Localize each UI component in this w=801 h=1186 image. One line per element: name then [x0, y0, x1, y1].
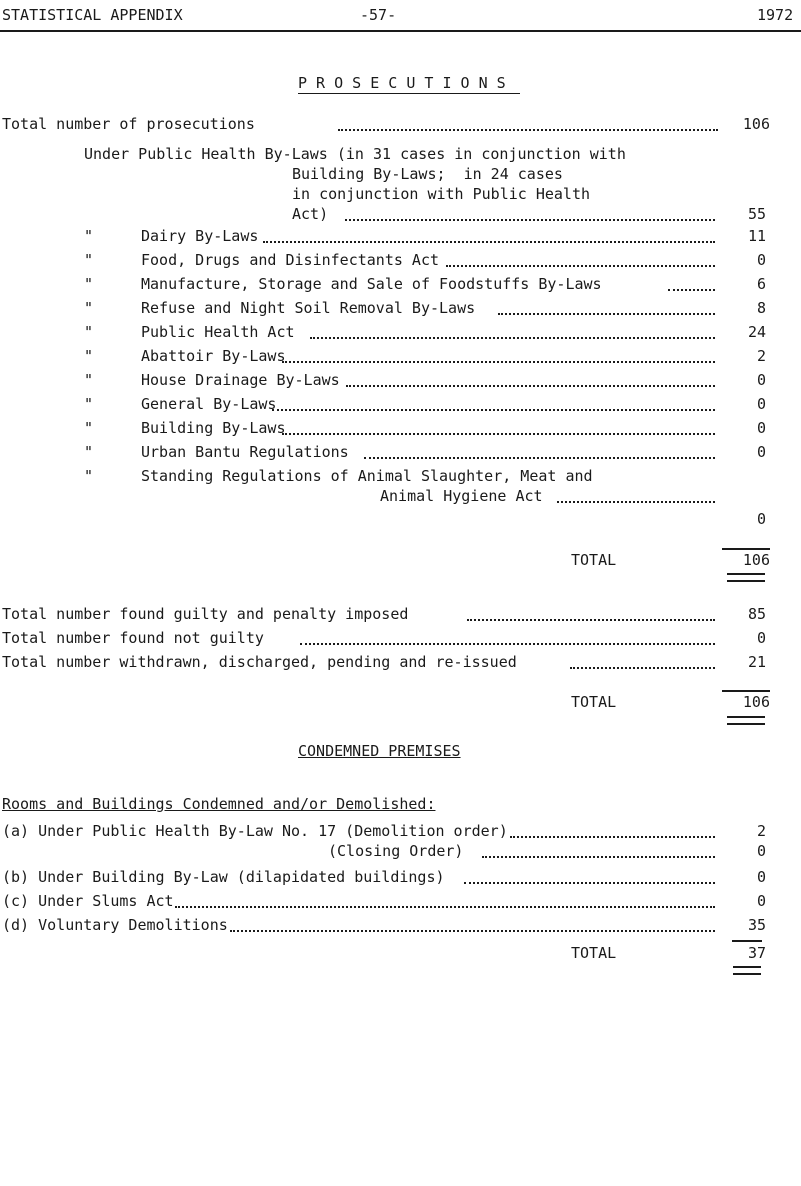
prosecutions-title: P R O S E C U T I O N S [298, 74, 506, 92]
condemned-total-value: 37 [747, 944, 766, 962]
condemned-total-label: TOTAL [571, 944, 617, 962]
header-left: STATISTICAL APPENDIX [2, 6, 183, 24]
standing-line1: Standing Regulations of Animal Slaughter, Meat and [141, 467, 593, 485]
condemned-a2-line: (Closing Order) [328, 842, 464, 860]
double-rule [733, 966, 761, 975]
outcome-label: Total number found guilty and penalty imposed [2, 605, 409, 623]
total2-value: 106 [742, 693, 770, 711]
phb-line4: Act) [292, 205, 329, 223]
leader-dots [498, 313, 715, 315]
item-value: 6 [756, 275, 766, 293]
item-value: 2 [756, 347, 766, 365]
item-value: 24 [747, 323, 766, 341]
ditto-mark: " [84, 419, 94, 437]
total2-label: TOTAL [571, 693, 617, 711]
phb-line2: Building By-Laws; in 24 cases [292, 165, 563, 183]
leader-dots [364, 457, 715, 459]
item-value: 0 [756, 371, 766, 389]
ditto-mark: " [84, 299, 94, 317]
item-label: Refuse and Night Soil Removal By-Laws [141, 299, 476, 317]
phb-value: 55 [747, 205, 766, 223]
leader-dots [668, 289, 715, 291]
condemned-a2-value: 0 [756, 842, 766, 860]
ditto-mark: " [84, 395, 94, 413]
item-label: Public Health Act [141, 323, 295, 341]
leader-dots [310, 337, 715, 339]
leader-dots [230, 930, 715, 932]
leader-dots [282, 361, 715, 363]
leader-dots [557, 501, 715, 503]
condemned-d-value: 35 [747, 916, 766, 934]
ditto-mark: " [84, 251, 94, 269]
total-prosecutions-value: 106 [742, 115, 770, 133]
condemned-a-line: (a) Under Public Health By-Law No. 17 (Demolition order) [2, 822, 508, 840]
leader-dots [446, 265, 715, 267]
item-label: Manufacture, Storage and Sale of Foodstuffs By-Laws [141, 275, 602, 293]
item-value: 0 [756, 395, 766, 413]
phb-line1: Under Public Health By-Laws (in 31 cases in conjunction with [84, 145, 626, 163]
ditto-mark: " [84, 323, 94, 341]
leader-dots [300, 643, 715, 645]
leader-dots [345, 219, 715, 221]
outcome-label: Total number found not guilty [2, 629, 264, 647]
condemned-title: CONDEMNED PREMISES [298, 742, 461, 760]
leader-dots [464, 882, 715, 884]
total-prosecutions-label: Total number of prosecutions [2, 115, 255, 133]
condemned-a-value: 2 [756, 822, 766, 840]
item-value: 0 [756, 443, 766, 461]
phb-line3: in conjunction with Public Health [292, 185, 591, 203]
leader-dots [282, 433, 715, 435]
standing-value: 0 [756, 510, 766, 528]
ditto-mark: " [84, 467, 94, 485]
total1-label: TOTAL [571, 551, 617, 569]
ditto-mark: " [84, 227, 94, 245]
sum-rule [722, 690, 770, 692]
item-value: 0 [756, 419, 766, 437]
leader-dots [338, 129, 718, 131]
header-year: 1972 [757, 6, 794, 24]
item-label: Dairy By-Laws [141, 227, 259, 245]
title-underline [298, 93, 520, 94]
ditto-mark: " [84, 347, 94, 365]
double-rule [727, 716, 765, 725]
item-label: Building By-Laws [141, 419, 286, 437]
leader-dots [263, 241, 715, 243]
condemned-b-value: 0 [756, 868, 766, 886]
total1-value: 106 [742, 551, 770, 569]
outcome-label: Total number withdrawn, discharged, pending and re-issued [2, 653, 517, 671]
outcome-value: 21 [747, 653, 766, 671]
leader-dots [510, 836, 715, 838]
leader-dots [346, 385, 715, 387]
outcome-value: 85 [747, 605, 766, 623]
double-rule [727, 573, 765, 582]
header-rule [0, 30, 801, 32]
item-label: Food, Drugs and Disinfectants Act [141, 251, 440, 269]
page-number: -57- [360, 6, 397, 24]
item-label: General By-Laws [141, 395, 277, 413]
outcome-value: 0 [756, 629, 766, 647]
item-label: Urban Bantu Regulations [141, 443, 349, 461]
leader-dots [175, 906, 715, 908]
item-value: 0 [756, 251, 766, 269]
item-value: 11 [747, 227, 766, 245]
item-label: House Drainage By-Laws [141, 371, 340, 389]
condemned-d-line: (d) Voluntary Demolitions [2, 916, 228, 934]
sum-rule [732, 940, 762, 942]
condemned-c-value: 0 [756, 892, 766, 910]
leader-dots [482, 856, 715, 858]
condemned-c-line: (c) Under Slums Act [2, 892, 174, 910]
ditto-mark: " [84, 371, 94, 389]
leader-dots [467, 619, 715, 621]
condemned-subtitle: Rooms and Buildings Condemned and/or Demolished: [2, 795, 436, 813]
sum-rule [722, 548, 770, 550]
ditto-mark: " [84, 443, 94, 461]
ditto-mark: " [84, 275, 94, 293]
leader-dots [570, 667, 715, 669]
condemned-b-line: (b) Under Building By-Law (dilapidated buildings) [2, 868, 445, 886]
item-label: Abattoir By-Laws [141, 347, 286, 365]
standing-line2: Animal Hygiene Act [380, 487, 543, 505]
leader-dots [272, 409, 715, 411]
item-value: 8 [756, 299, 766, 317]
